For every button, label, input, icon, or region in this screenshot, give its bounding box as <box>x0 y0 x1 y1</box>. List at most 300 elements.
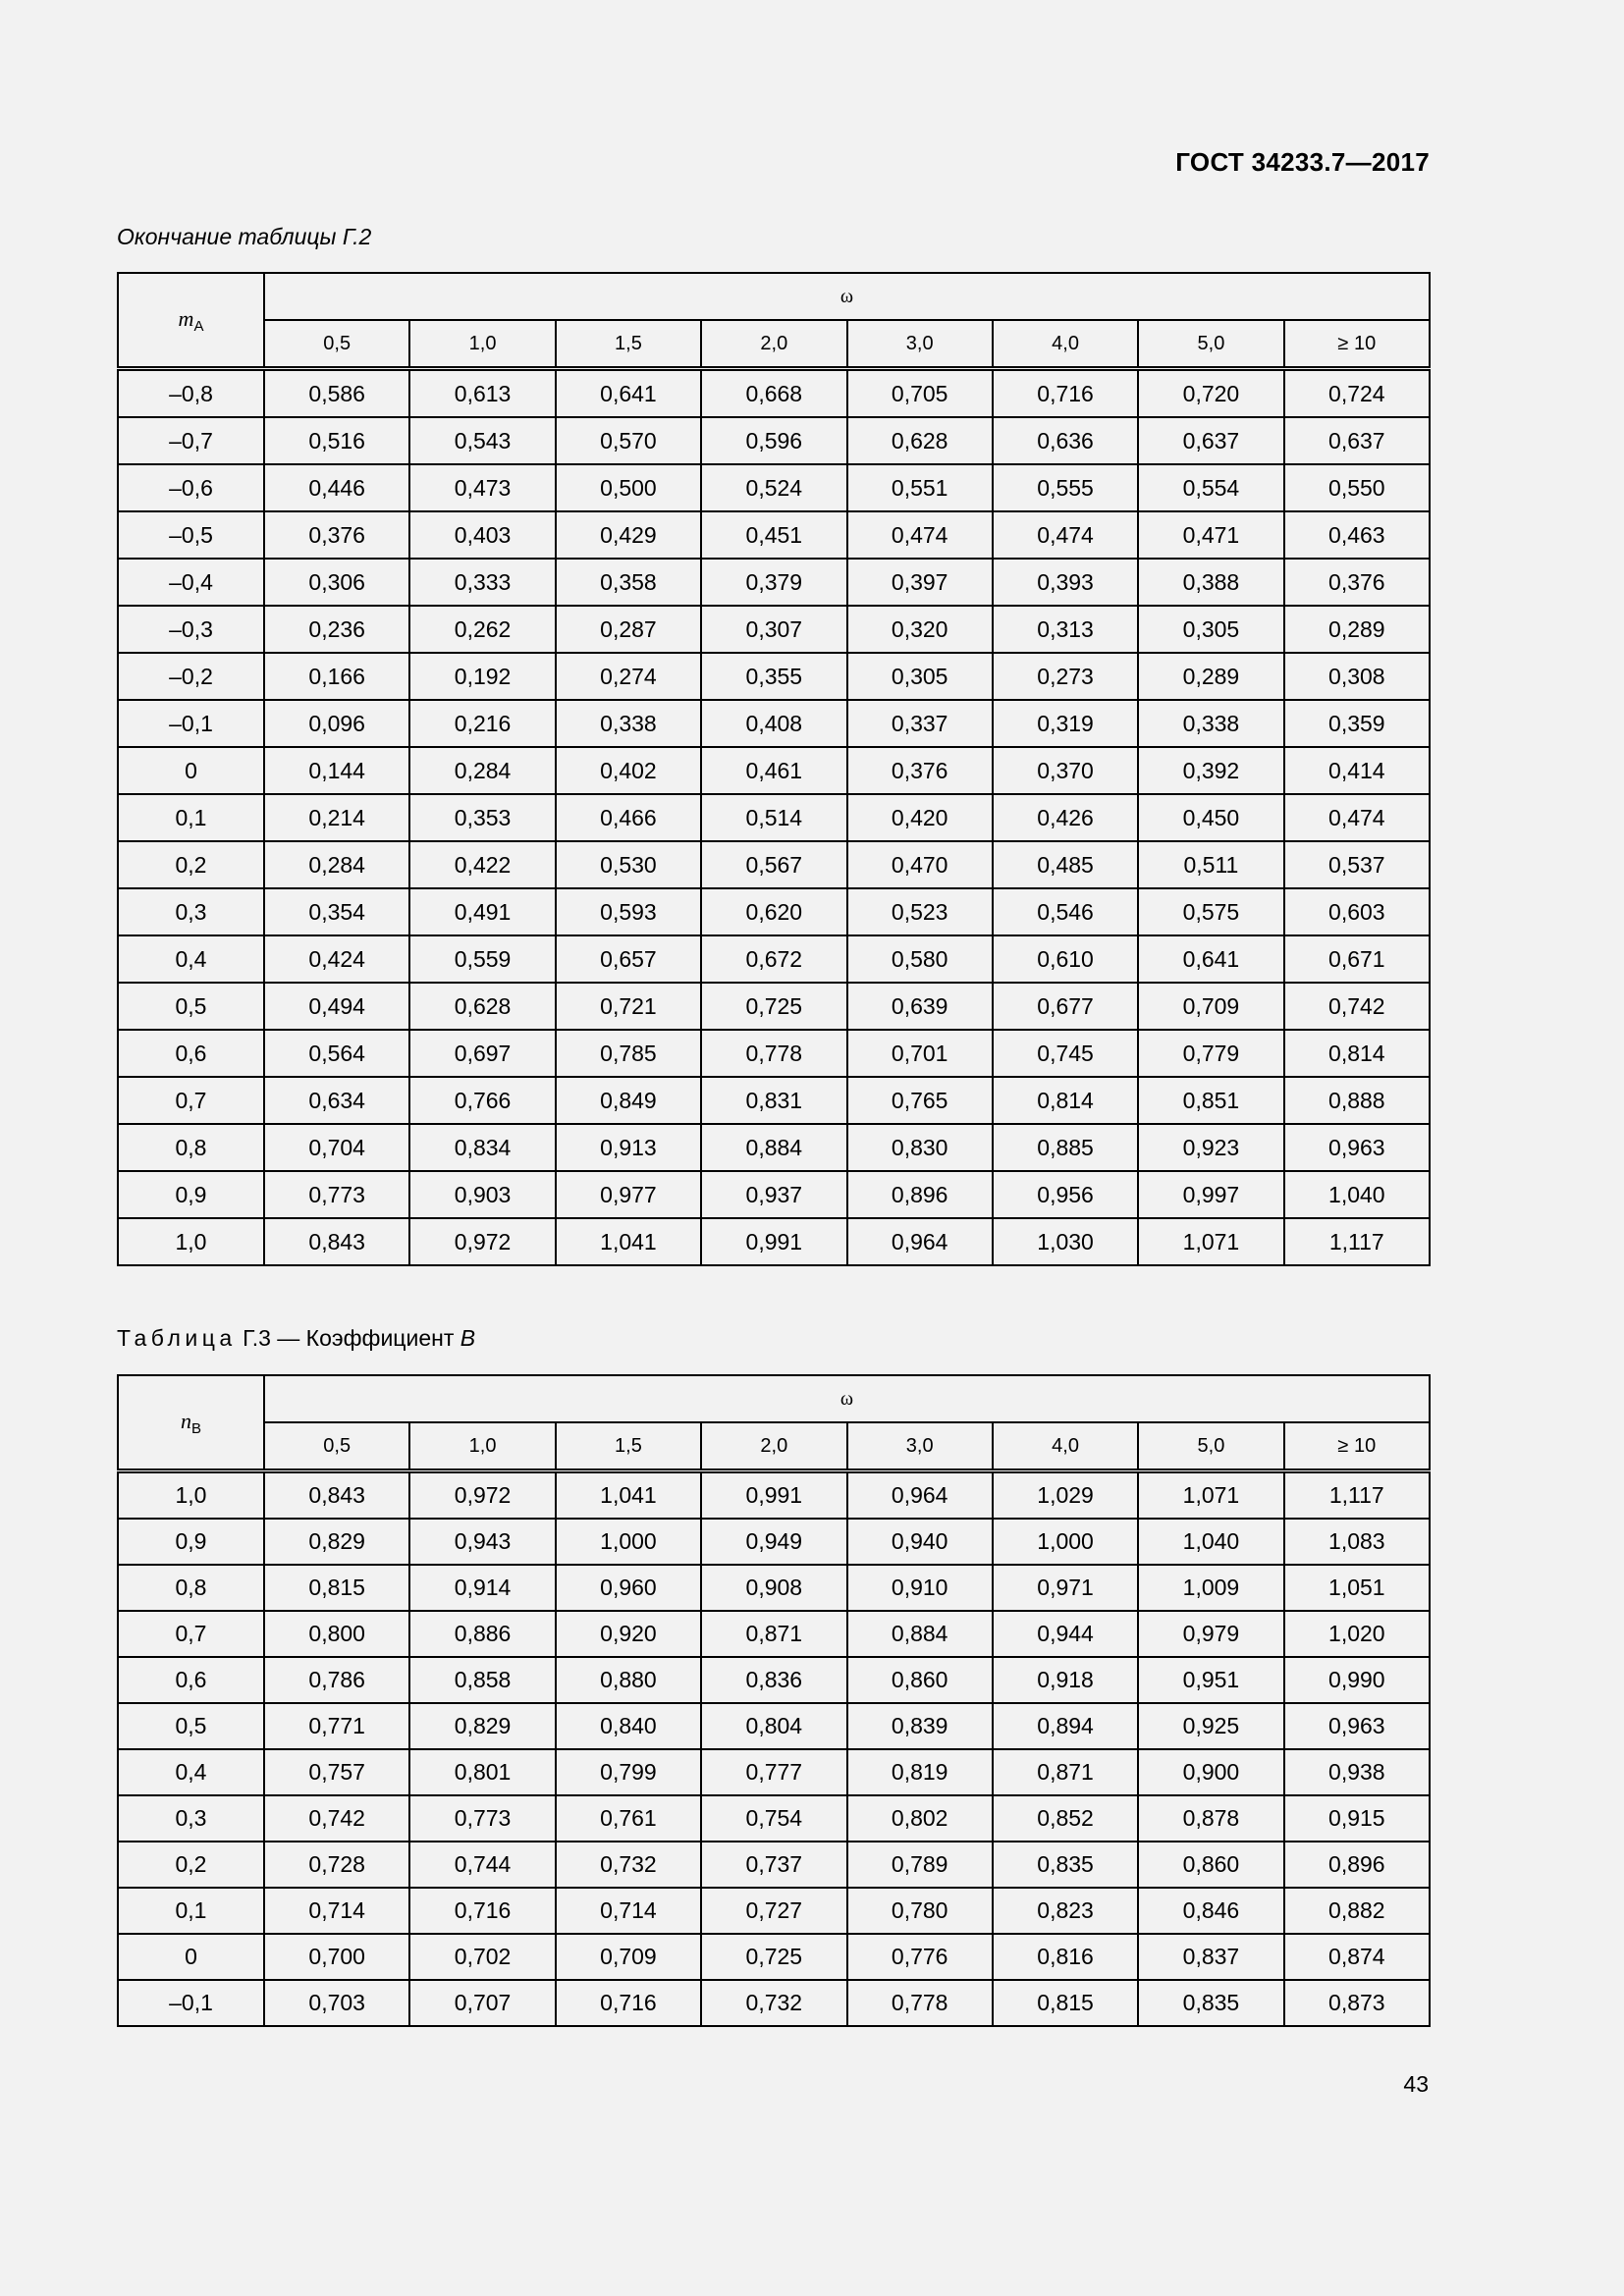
table-row <box>118 1519 1430 1565</box>
value-cell: 0,305 <box>847 653 993 700</box>
value-cell: 0,778 <box>847 1980 993 2026</box>
value-cell: 0,773 <box>264 1171 409 1218</box>
value-cell: 0,543 <box>409 417 555 464</box>
value-cell: 0,320 <box>847 606 993 653</box>
variable-header-cell <box>118 273 264 369</box>
value-cell: 0,639 <box>847 983 993 1030</box>
table-row <box>118 1657 1430 1703</box>
value-cell: 0,799 <box>556 1749 701 1795</box>
value-cell: 0,530 <box>556 841 701 888</box>
value-cell: 0,956 <box>993 1171 1138 1218</box>
omega-header: ω <box>264 1375 1430 1422</box>
value-cell: 0,500 <box>556 464 701 511</box>
value-cell: 0,397 <box>847 559 993 606</box>
value-cell: 0,567 <box>701 841 846 888</box>
value-cell: 0,214 <box>264 794 409 841</box>
value-cell: 0,273 <box>993 653 1138 700</box>
value-cell: 0,920 <box>556 1611 701 1657</box>
value-cell: 0,392 <box>1138 747 1283 794</box>
value-cell: 0,596 <box>701 417 846 464</box>
value-cell: 0,840 <box>556 1703 701 1749</box>
value-cell: 0,819 <box>847 1749 993 1795</box>
row-label-cell: –0,1 <box>118 1980 264 2026</box>
value-cell: 0,894 <box>993 1703 1138 1749</box>
value-cell: 0,637 <box>1284 417 1430 464</box>
value-cell: 0,732 <box>701 1980 846 2026</box>
value-cell: 0,873 <box>1284 1980 1430 2026</box>
table-row <box>118 1888 1430 1934</box>
value-cell: 0,641 <box>556 369 701 418</box>
value-cell: 1,051 <box>1284 1565 1430 1611</box>
value-cell: 0,742 <box>1284 983 1430 1030</box>
value-cell: 0,761 <box>556 1795 701 1842</box>
value-cell: 0,779 <box>1138 1030 1283 1077</box>
value-cell: 0,470 <box>847 841 993 888</box>
value-cell: 0,716 <box>993 369 1138 418</box>
value-cell: 0,801 <box>409 1749 555 1795</box>
table-row <box>118 1934 1430 1980</box>
table-row <box>118 559 1430 606</box>
table-row <box>118 653 1430 700</box>
column-header: 1,5 <box>556 1422 701 1471</box>
row-label-cell: 0,2 <box>118 841 264 888</box>
value-cell: 0,603 <box>1284 888 1430 935</box>
value-cell: 0,422 <box>409 841 555 888</box>
value-cell: 1,071 <box>1138 1218 1283 1265</box>
value-cell: 0,835 <box>1138 1980 1283 2026</box>
column-header: 3,0 <box>847 1422 993 1471</box>
column-header: 4,0 <box>993 1422 1138 1471</box>
value-cell: 0,672 <box>701 935 846 983</box>
value-cell: 0,451 <box>701 511 846 559</box>
table-row <box>118 1703 1430 1749</box>
value-cell: 0,714 <box>556 1888 701 1934</box>
value-cell: 0,096 <box>264 700 409 747</box>
column-header: 2,0 <box>701 1422 846 1471</box>
table-row <box>118 1218 1430 1265</box>
value-cell: 0,450 <box>1138 794 1283 841</box>
value-cell: 0,745 <box>993 1030 1138 1077</box>
value-cell: 0,354 <box>264 888 409 935</box>
value-cell: 0,714 <box>264 1888 409 1934</box>
value-cell: 0,727 <box>701 1888 846 1934</box>
value-cell: 1,000 <box>993 1519 1138 1565</box>
value-cell: 0,289 <box>1284 606 1430 653</box>
value-cell: 0,613 <box>409 369 555 418</box>
value-cell: 0,910 <box>847 1565 993 1611</box>
value-cell: 0,474 <box>993 511 1138 559</box>
value-cell: 0,852 <box>993 1795 1138 1842</box>
value-cell: 0,815 <box>993 1980 1138 2026</box>
value-cell: 0,997 <box>1138 1171 1283 1218</box>
value-cell: 1,000 <box>556 1519 701 1565</box>
value-cell: 0,523 <box>847 888 993 935</box>
row-label-cell: 0,6 <box>118 1657 264 1703</box>
value-cell: 0,620 <box>701 888 846 935</box>
value-cell: 0,972 <box>409 1471 555 1520</box>
value-cell: 0,949 <box>701 1519 846 1565</box>
value-cell: 0,849 <box>556 1077 701 1124</box>
value-cell: 0,550 <box>1284 464 1430 511</box>
value-cell: 0,703 <box>264 1980 409 2026</box>
value-cell: 0,843 <box>264 1218 409 1265</box>
value-cell: 0,765 <box>847 1077 993 1124</box>
value-cell: 0,773 <box>409 1795 555 1842</box>
value-cell: 0,166 <box>264 653 409 700</box>
value-cell: 0,284 <box>264 841 409 888</box>
value-cell: 0,882 <box>1284 1888 1430 1934</box>
variable-symbol: n <box>180 1408 191 1433</box>
value-cell: 0,915 <box>1284 1795 1430 1842</box>
table-row <box>118 1611 1430 1657</box>
value-cell: 0,337 <box>847 700 993 747</box>
value-cell: 0,144 <box>264 747 409 794</box>
value-cell: 0,778 <box>701 1030 846 1077</box>
value-cell: 0,559 <box>409 935 555 983</box>
value-cell: 0,925 <box>1138 1703 1283 1749</box>
value-cell: 1,071 <box>1138 1471 1283 1520</box>
value-cell: 0,707 <box>409 1980 555 2026</box>
value-cell: 1,117 <box>1284 1218 1430 1265</box>
table-row <box>118 464 1430 511</box>
value-cell: 0,637 <box>1138 417 1283 464</box>
value-cell: 0,728 <box>264 1842 409 1888</box>
row-label-cell: –0,7 <box>118 417 264 464</box>
value-cell: 0,370 <box>993 747 1138 794</box>
value-cell: 0,593 <box>556 888 701 935</box>
value-cell: 0,914 <box>409 1565 555 1611</box>
value-cell: 0,979 <box>1138 1611 1283 1657</box>
table-row <box>118 1077 1430 1124</box>
value-cell: 0,896 <box>1284 1842 1430 1888</box>
value-cell: 0,829 <box>409 1703 555 1749</box>
value-cell: 0,305 <box>1138 606 1283 653</box>
value-cell: 0,972 <box>409 1218 555 1265</box>
row-label-cell: 0,2 <box>118 1842 264 1888</box>
value-cell: 0,725 <box>701 1934 846 1980</box>
table-row <box>118 1980 1430 2026</box>
value-cell: 0,831 <box>701 1077 846 1124</box>
variable-subscript: A <box>193 317 204 335</box>
value-cell: 0,446 <box>264 464 409 511</box>
value-cell: 0,358 <box>556 559 701 606</box>
row-label-cell: 0,3 <box>118 1795 264 1842</box>
variable-subscript: B <box>190 1419 201 1437</box>
value-cell: 0,338 <box>556 700 701 747</box>
row-label-cell: 0,7 <box>118 1611 264 1657</box>
value-cell: 0,426 <box>993 794 1138 841</box>
value-cell: 0,289 <box>1138 653 1283 700</box>
value-cell: 0,766 <box>409 1077 555 1124</box>
value-cell: 0,319 <box>993 700 1138 747</box>
value-cell: 0,580 <box>847 935 993 983</box>
value-cell: 0,977 <box>556 1171 701 1218</box>
value-cell: 0,878 <box>1138 1795 1283 1842</box>
value-cell: 0,991 <box>701 1471 846 1520</box>
table-g2 <box>117 272 1431 1266</box>
value-cell: 0,757 <box>264 1749 409 1795</box>
row-label-cell: 0,9 <box>118 1519 264 1565</box>
value-cell: 0,702 <box>409 1934 555 1980</box>
value-cell: 0,971 <box>993 1565 1138 1611</box>
column-header: ≥ 10 <box>1284 320 1430 369</box>
row-label-cell: 0,9 <box>118 1171 264 1218</box>
column-header-row <box>118 320 1430 369</box>
table-row <box>118 1795 1430 1842</box>
value-cell: 0,393 <box>993 559 1138 606</box>
value-cell: 0,742 <box>264 1795 409 1842</box>
table-g3-caption-symbol: B <box>460 1325 476 1351</box>
table-g3-caption-prefix: Таблица <box>117 1325 237 1351</box>
value-cell: 0,903 <box>409 1171 555 1218</box>
value-cell: 0,834 <box>409 1124 555 1171</box>
table-g3 <box>117 1374 1431 2027</box>
value-cell: 0,466 <box>556 794 701 841</box>
column-header: 4,0 <box>993 320 1138 369</box>
table-row <box>118 606 1430 653</box>
table-row <box>118 841 1430 888</box>
value-cell: 0,900 <box>1138 1749 1283 1795</box>
value-cell: 0,858 <box>409 1657 555 1703</box>
table-row <box>118 1565 1430 1611</box>
row-label-cell: 0,7 <box>118 1077 264 1124</box>
value-cell: 0,641 <box>1138 935 1283 983</box>
row-label-cell: 0,1 <box>118 1888 264 1934</box>
table-row <box>118 888 1430 935</box>
value-cell: 0,491 <box>409 888 555 935</box>
value-cell: 0,871 <box>993 1749 1138 1795</box>
table-row <box>118 747 1430 794</box>
value-cell: 1,030 <box>993 1218 1138 1265</box>
value-cell: 0,940 <box>847 1519 993 1565</box>
row-label-cell: 0,6 <box>118 1030 264 1077</box>
row-label-cell: –0,1 <box>118 700 264 747</box>
value-cell: 1,020 <box>1284 1611 1430 1657</box>
row-label-cell: 0,8 <box>118 1565 264 1611</box>
row-label-cell: 0,4 <box>118 935 264 983</box>
value-cell: 0,359 <box>1284 700 1430 747</box>
row-label-cell: 0,1 <box>118 794 264 841</box>
value-cell: 0,474 <box>847 511 993 559</box>
value-cell: 0,829 <box>264 1519 409 1565</box>
value-cell: 0,918 <box>993 1657 1138 1703</box>
value-cell: 0,776 <box>847 1934 993 1980</box>
value-cell: 0,697 <box>409 1030 555 1077</box>
value-cell: 0,514 <box>701 794 846 841</box>
value-cell: 0,424 <box>264 935 409 983</box>
value-cell: 0,353 <box>409 794 555 841</box>
table-row <box>118 1171 1430 1218</box>
value-cell: 1,029 <box>993 1471 1138 1520</box>
value-cell: 0,388 <box>1138 559 1283 606</box>
value-cell: 0,709 <box>1138 983 1283 1030</box>
value-cell: 0,785 <box>556 1030 701 1077</box>
value-cell: 0,724 <box>1284 369 1430 418</box>
variable-header-cell <box>118 1375 264 1471</box>
value-cell: 0,554 <box>1138 464 1283 511</box>
value-cell: 0,896 <box>847 1171 993 1218</box>
value-cell: 0,216 <box>409 700 555 747</box>
column-header: 1,0 <box>409 1422 555 1471</box>
value-cell: 0,814 <box>993 1077 1138 1124</box>
row-label-cell: –0,6 <box>118 464 264 511</box>
value-cell: 1,040 <box>1284 1171 1430 1218</box>
value-cell: 0,485 <box>993 841 1138 888</box>
value-cell: 0,308 <box>1284 653 1430 700</box>
value-cell: 0,843 <box>264 1471 409 1520</box>
value-cell: 0,823 <box>993 1888 1138 1934</box>
row-label-cell: 0,3 <box>118 888 264 935</box>
variable-symbol: m <box>178 305 194 331</box>
table-g3-caption-title: Г.3 — Коэффициент <box>243 1325 455 1351</box>
value-cell: 0,725 <box>701 983 846 1030</box>
value-cell: 0,880 <box>556 1657 701 1703</box>
value-cell: 0,800 <box>264 1611 409 1657</box>
value-cell: 0,570 <box>556 417 701 464</box>
value-cell: 0,657 <box>556 935 701 983</box>
value-cell: 0,716 <box>556 1980 701 2026</box>
value-cell: 0,516 <box>264 417 409 464</box>
row-label-cell: 0,5 <box>118 1703 264 1749</box>
value-cell: 0,732 <box>556 1842 701 1888</box>
row-label-cell: –0,2 <box>118 653 264 700</box>
value-cell: 0,737 <box>701 1842 846 1888</box>
value-cell: 0,908 <box>701 1565 846 1611</box>
row-label-cell: 1,0 <box>118 1218 264 1265</box>
column-header: 5,0 <box>1138 1422 1283 1471</box>
value-cell: 0,473 <box>409 464 555 511</box>
value-cell: 0,355 <box>701 653 846 700</box>
value-cell: 0,700 <box>264 1934 409 1980</box>
column-header-row <box>118 1422 1430 1471</box>
value-cell: 0,628 <box>409 983 555 1030</box>
value-cell: 0,815 <box>264 1565 409 1611</box>
value-cell: 0,802 <box>847 1795 993 1842</box>
value-cell: 0,780 <box>847 1888 993 1934</box>
value-cell: 0,944 <box>993 1611 1138 1657</box>
value-cell: 0,402 <box>556 747 701 794</box>
value-cell: 0,461 <box>701 747 846 794</box>
table-row <box>118 700 1430 747</box>
table-row <box>118 983 1430 1030</box>
value-cell: 0,671 <box>1284 935 1430 983</box>
value-cell: 0,871 <box>701 1611 846 1657</box>
value-cell: 0,938 <box>1284 1749 1430 1795</box>
value-cell: 0,338 <box>1138 700 1283 747</box>
value-cell: 0,913 <box>556 1124 701 1171</box>
table-row <box>118 417 1430 464</box>
value-cell: 1,041 <box>556 1471 701 1520</box>
table-row <box>118 369 1430 418</box>
value-cell: 0,677 <box>993 983 1138 1030</box>
value-cell: 0,709 <box>556 1934 701 1980</box>
value-cell: 0,963 <box>1284 1124 1430 1171</box>
table-row <box>118 1749 1430 1795</box>
value-cell: 0,860 <box>847 1657 993 1703</box>
value-cell: 0,804 <box>701 1703 846 1749</box>
row-label-cell: –0,3 <box>118 606 264 653</box>
value-cell: 0,429 <box>556 511 701 559</box>
value-cell: 0,789 <box>847 1842 993 1888</box>
value-cell: 0,816 <box>993 1934 1138 1980</box>
value-cell: 0,403 <box>409 511 555 559</box>
page-number: 43 <box>1403 2071 1429 2097</box>
value-cell: 0,333 <box>409 559 555 606</box>
value-cell: 0,786 <box>264 1657 409 1703</box>
value-cell: 0,262 <box>409 606 555 653</box>
value-cell: 0,888 <box>1284 1077 1430 1124</box>
value-cell: 0,846 <box>1138 1888 1283 1934</box>
value-cell: 0,537 <box>1284 841 1430 888</box>
value-cell: 0,716 <box>409 1888 555 1934</box>
value-cell: 0,575 <box>1138 888 1283 935</box>
column-header: 0,5 <box>264 320 409 369</box>
value-cell: 0,274 <box>556 653 701 700</box>
value-cell: 0,885 <box>993 1124 1138 1171</box>
value-cell: 0,860 <box>1138 1842 1283 1888</box>
value-cell: 0,960 <box>556 1565 701 1611</box>
table-g2-caption: Окончание таблицы Г.2 <box>117 224 372 249</box>
value-cell: 0,837 <box>1138 1934 1283 1980</box>
value-cell: 0,884 <box>847 1611 993 1657</box>
column-header: ≥ 10 <box>1284 1422 1430 1471</box>
value-cell: 0,744 <box>409 1842 555 1888</box>
value-cell: 1,041 <box>556 1218 701 1265</box>
column-header: 1,0 <box>409 320 555 369</box>
value-cell: 0,705 <box>847 369 993 418</box>
column-header: 5,0 <box>1138 320 1283 369</box>
value-cell: 0,839 <box>847 1703 993 1749</box>
table-row <box>118 1030 1430 1077</box>
value-cell: 0,524 <box>701 464 846 511</box>
row-label-cell: 1,0 <box>118 1471 264 1520</box>
value-cell: 0,551 <box>847 464 993 511</box>
column-header: 0,5 <box>264 1422 409 1471</box>
value-cell: 0,634 <box>264 1077 409 1124</box>
value-cell: 1,083 <box>1284 1519 1430 1565</box>
value-cell: 0,586 <box>264 369 409 418</box>
row-label-cell: 0 <box>118 747 264 794</box>
value-cell: 0,494 <box>264 983 409 1030</box>
column-header: 1,5 <box>556 320 701 369</box>
table-row <box>118 935 1430 983</box>
value-cell: 0,721 <box>556 983 701 1030</box>
value-cell: 0,463 <box>1284 511 1430 559</box>
row-label-cell: 0,4 <box>118 1749 264 1795</box>
value-cell: 0,814 <box>1284 1030 1430 1077</box>
value-cell: 0,990 <box>1284 1657 1430 1703</box>
value-cell: 0,636 <box>993 417 1138 464</box>
row-label-cell: –0,5 <box>118 511 264 559</box>
value-cell: 0,610 <box>993 935 1138 983</box>
value-cell: 0,754 <box>701 1795 846 1842</box>
row-label-cell: 0,8 <box>118 1124 264 1171</box>
value-cell: 0,284 <box>409 747 555 794</box>
row-label-cell: 0 <box>118 1934 264 1980</box>
value-cell: 0,564 <box>264 1030 409 1077</box>
row-label-cell: –0,8 <box>118 369 264 418</box>
value-cell: 1,040 <box>1138 1519 1283 1565</box>
value-cell: 0,836 <box>701 1657 846 1703</box>
value-cell: 0,830 <box>847 1124 993 1171</box>
table-row <box>118 1124 1430 1171</box>
column-header: 2,0 <box>701 320 846 369</box>
document-code: ГОСТ 34233.7—2017 <box>1175 147 1430 177</box>
value-cell: 0,376 <box>847 747 993 794</box>
value-cell: 0,884 <box>701 1124 846 1171</box>
value-cell: 0,471 <box>1138 511 1283 559</box>
table-g3-caption <box>117 1325 475 1352</box>
